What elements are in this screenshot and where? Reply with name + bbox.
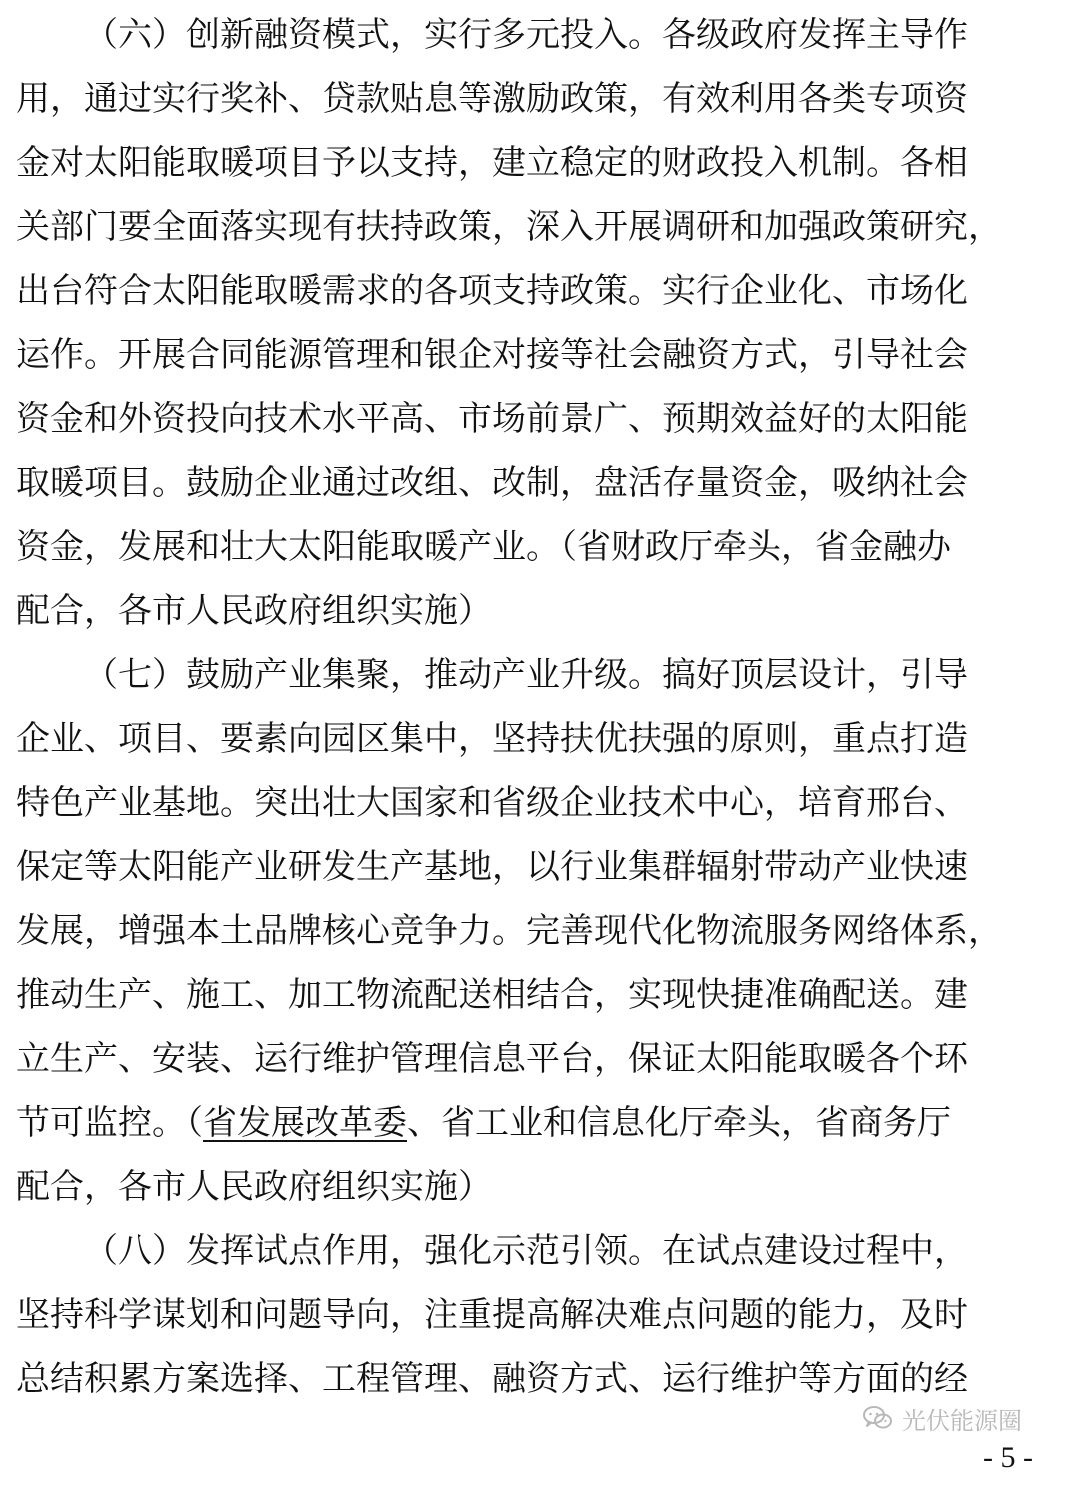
watermark-text: 光伏能源圈 [902,1406,1022,1435]
paragraph-7-line-7: 立生产、安装、运行维护管理信息平台，保证太阳能取暖各个环 [16,1039,968,1079]
underlined-lead-agency: 省发展改革委 [203,1103,407,1143]
paragraph-7-line-1: （七）鼓励产业集聚，推动产业升级。搞好顶层设计，引导 [84,655,968,695]
paragraph-7-line-8 [16,1094,1056,1152]
paragraph-7-line-6: 推动生产、施工、加工物流配送相结合，实现快捷准确配送。建 [16,975,968,1015]
wechat-icon [862,1404,894,1432]
paragraph-6-line-10: 配合，各市人民政府组织实施） [16,591,492,631]
paragraph-6-line-1: （六）创新融资模式，实行多元投入。各级政府发挥主导作 [84,15,968,55]
paragraph-6-line-2: 用，通过实行奖补、贷款贴息等激励政策，有效利用各类专项资 [16,79,968,119]
paragraph-7-line-8-before: 节可监控。（ [16,1103,203,1143]
paragraph-7-line-5: 发展，增强本土品牌核心竞争力。完善现代化物流服务网络体系， [16,911,1002,951]
paragraph-6-line-4: 关部门要全面落实现有扶持政策，深入开展调研和加强政策研究， [16,207,1002,247]
paragraph-8-line-3: 总结积累方案选择、工程管理、融资方式、运行维护等方面的经 [16,1359,968,1399]
paragraph-6-line-8: 取暖项目。鼓励企业通过改组、改制，盘活存量资金，吸纳社会 [16,463,968,503]
paragraph-6-line-3: 金对太阳能取暖项目予以支持，建立稳定的财政投入机制。各相 [16,143,968,183]
paragraph-6-line-7: 资金和外资投向技术水平高、市场前景广、预期效益好的太阳能 [16,399,968,439]
paragraph-7-line-2: 企业、项目、要素向园区集中，坚持扶优扶强的原则，重点打造 [16,719,968,759]
paragraph-7-line-8-after: 、省工业和信息化厅牵头，省商务厅 [407,1103,951,1143]
paragraph-6-line-6: 运作。开展合同能源管理和银企对接等社会融资方式，引导社会 [16,335,968,375]
paragraph-7-line-3: 特色产业基地。突出壮大国家和省级企业技术中心，培育邢台、 [16,783,968,823]
paragraph-8-line-1: （八）发挥试点作用，强化示范引领。在试点建设过程中， [84,1231,968,1271]
page-number: - 5 - [983,1441,1033,1474]
paragraph-8-line-2: 坚持科学谋划和问题导向，注重提高解决难点问题的能力，及时 [16,1295,968,1335]
paragraph-6-line-9: 资金，发展和壮大太阳能取暖产业。（省财政厅牵头，省金融办 [16,527,951,567]
paragraph-7-line-9: 配合，各市人民政府组织实施） [16,1167,492,1207]
paragraph-6-line-5: 出台符合太阳能取暖需求的各项支持政策。实行企业化、市场化 [16,271,968,311]
watermark [862,1398,1022,1438]
paragraph-7-line-4: 保定等太阳能产业研发生产基地，以行业集群辐射带动产业快速 [16,847,968,887]
